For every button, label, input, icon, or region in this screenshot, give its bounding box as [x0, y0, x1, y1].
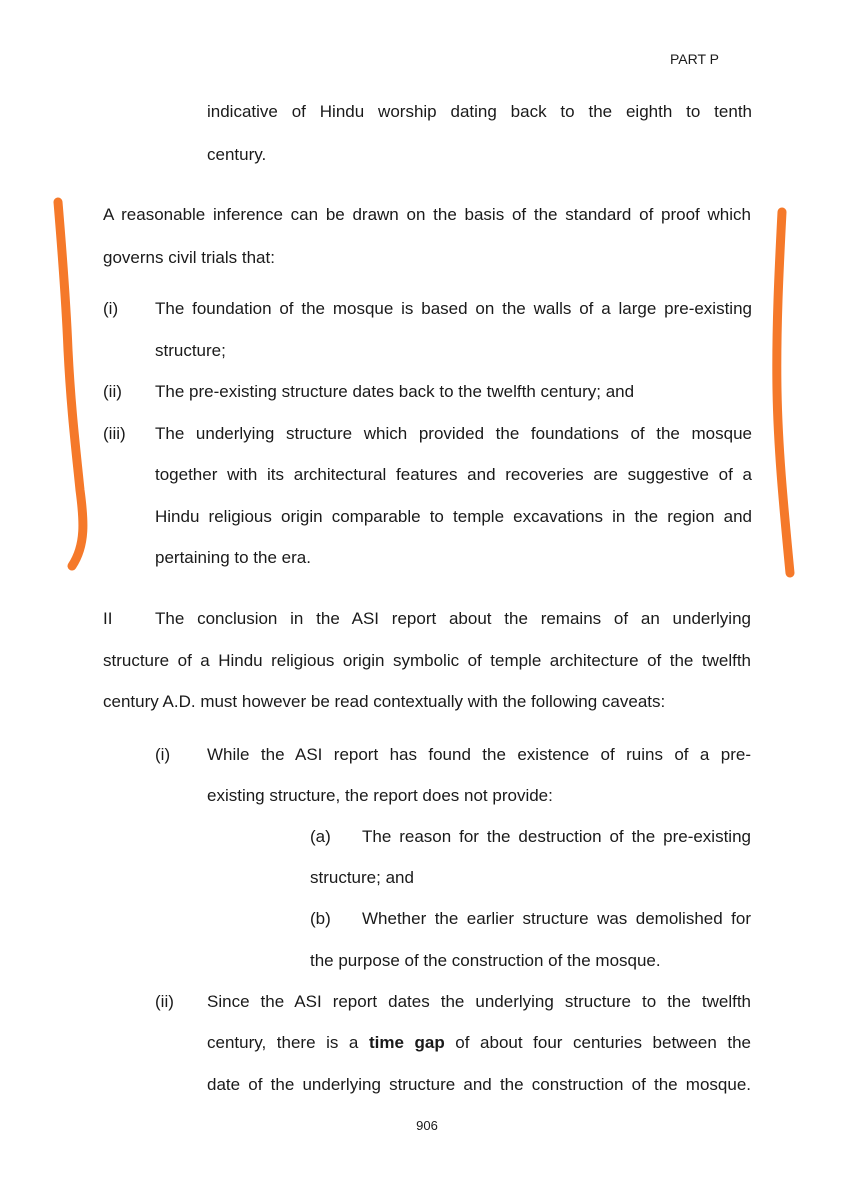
list-item-line: The underlying structure which provided the foundations of the mosque — [155, 424, 752, 443]
paragraph-line: century A.D. must however be read contextually with the following caveats: — [103, 692, 666, 711]
sub-item-line: structure; and — [310, 868, 414, 887]
list-item-line: together with its architectural features and recoveries are suggestive of a — [155, 465, 752, 484]
emphasis-time-gap: time gap — [368, 1033, 445, 1052]
list-marker: (ii) — [103, 382, 122, 401]
caveat-line: date of the underlying structure and the construction of the mosque. — [207, 1075, 751, 1094]
list-marker: (iii) — [103, 424, 126, 443]
intro-line-1: indicative of Hindu worship dating back to the eighth to tenth — [207, 102, 752, 121]
paragraph-line: structure of a Hindu religious origin symbolic of temple architecture of the twelfth — [103, 651, 751, 670]
part-header: PART P — [670, 51, 720, 67]
list-item-line: pertaining to the era. — [155, 548, 311, 567]
caveat-line: existing structure, the report does not provide: — [207, 786, 553, 805]
list-marker: (i) — [155, 745, 171, 764]
caveat-text: of about four centuries between the — [455, 1033, 752, 1052]
inference-line-1: A reasonable inference can be drawn on the basis of the standard of proof which — [103, 205, 751, 224]
list-item-line: The foundation of the mosque is based on the walls of a large pre-existing — [155, 299, 752, 318]
list-marker: (a) — [310, 827, 331, 846]
list-item-line: The pre-existing structure dates back to the twelfth century; and — [155, 382, 635, 401]
paragraph-line: The conclusion in the ASI report about the remains of an underlying — [155, 609, 751, 628]
sub-item-line: the purpose of the construction of the mosque. — [310, 951, 661, 970]
caveat-line: While the ASI report has found the existence of ruins of a pre- — [207, 745, 751, 764]
list-marker: (b) — [310, 909, 331, 928]
list-item-line: Hindu religious origin comparable to temple excavations in the region and — [155, 507, 752, 526]
intro-line-2: century. — [207, 145, 267, 164]
page-number: 906 — [416, 1118, 438, 1133]
list-marker: (ii) — [155, 992, 174, 1011]
caveat-line: Since the ASI report dates the underlying structure to the twelfth — [207, 992, 751, 1011]
sub-item-line: The reason for the destruction of the pre-existing — [362, 827, 751, 846]
list-item-line: structure; — [155, 341, 226, 360]
paragraph-marker: II — [103, 609, 113, 628]
right-highlight-mark — [777, 212, 790, 573]
sub-item-line: Whether the earlier structure was demolished for — [362, 909, 751, 928]
left-highlight-mark — [58, 202, 83, 566]
caveat-text: century, there is a — [207, 1033, 359, 1052]
inference-line-2: governs civil trials that: — [103, 248, 275, 267]
list-marker: (i) — [103, 299, 119, 318]
